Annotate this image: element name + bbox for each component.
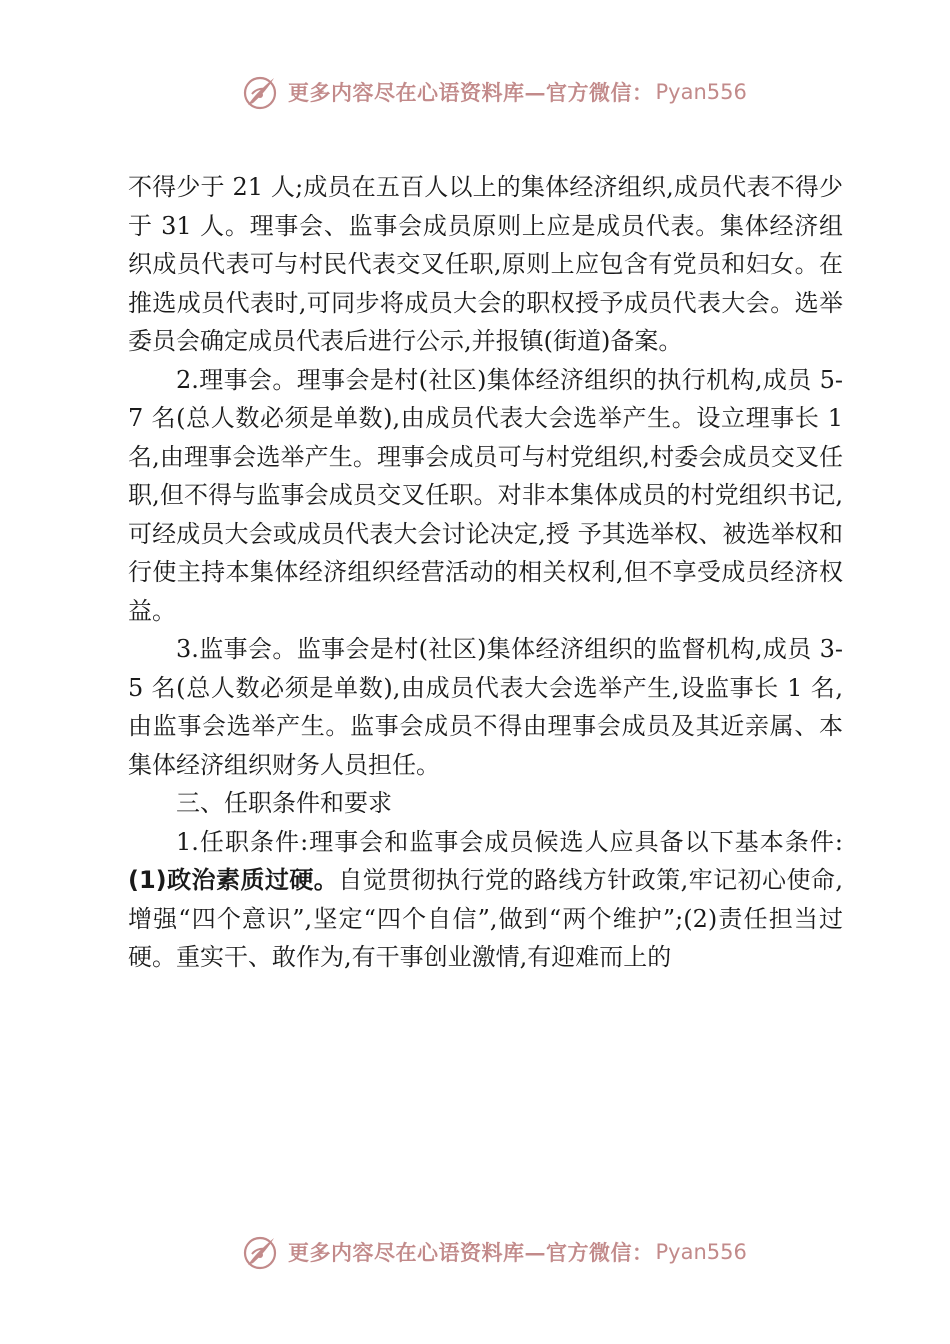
- watermark-text: 更多内容尽在心语资料库—官方微信：: [288, 1240, 654, 1265]
- document-body: [128, 168, 843, 977]
- watermark-header: [240, 72, 747, 112]
- brush-logo-icon: [240, 1232, 280, 1272]
- watermark-footer: [240, 1232, 747, 1272]
- paragraph-1: 不得少于 21 人;成员在五百人以上的集体经济组织,成员代表不得少于 31 人。理事会、监事会成员原则上应是成员代表。集体经济组织成员代表可与村民代表交叉任职,原则上应包含有党员和妇女。在推选成员代表时,可同步将成员大会的职权授予成员代表大会。选举委员会确定成员代表后进行公示,并报镇(街道)备案。: [128, 173, 843, 355]
- paragraph-4-start: 1.任职条件:理事会和监事会成员候选人应具备以下基本条件:: [176, 827, 843, 856]
- paragraph-2: 2.理事会。理事会是村(社区)集体经济组织的执行机构,成员 5-7 名(总人数必须是单数),由成员代表大会选举产生。设立理事长 1 名,由理事会选举产生。理事会成员可与村党组织,村委会成员交叉任职,但不得与监事会成员交叉任职。对非本集体成员的村党组织书记,可经成员大会或成员代表大会讨论决定,授 予其选举权、被选举权和行使主持本集体经济组织经营活动的相关权利,但不享受成员经济权益。: [128, 365, 843, 625]
- watermark-id: Pyan556: [655, 1240, 747, 1264]
- watermark-text: 更多内容尽在心语资料库—官方微信：: [288, 80, 654, 105]
- section-heading: 三、任职条件和要求: [176, 789, 392, 817]
- brush-logo-icon: [240, 72, 280, 112]
- paragraph-4-bold: (1)政治素质过硬。: [128, 866, 339, 894]
- watermark-id: Pyan556: [655, 80, 747, 104]
- paragraph-4-rest: 自觉贯彻执行党的路线方针政策,牢记初心使命,增强“四个意识”,坚定“四个自信”,做到“两个维护”;(2)责任担当过硬。重实干、敢作为,有干事创业激情,有迎难而上的: [128, 866, 843, 971]
- paragraph-3: 3.监事会。监事会是村(社区)集体经济组织的监督机构,成员 3-5 名(总人数必须是单数),由成员代表大会选举产生,设监事长 1 名,由监事会选举产生。监事会成员不得由理事会成员及其近亲属、本集体经济组织财务人员担任。: [128, 635, 843, 779]
- paragraph-4: [128, 823, 843, 977]
